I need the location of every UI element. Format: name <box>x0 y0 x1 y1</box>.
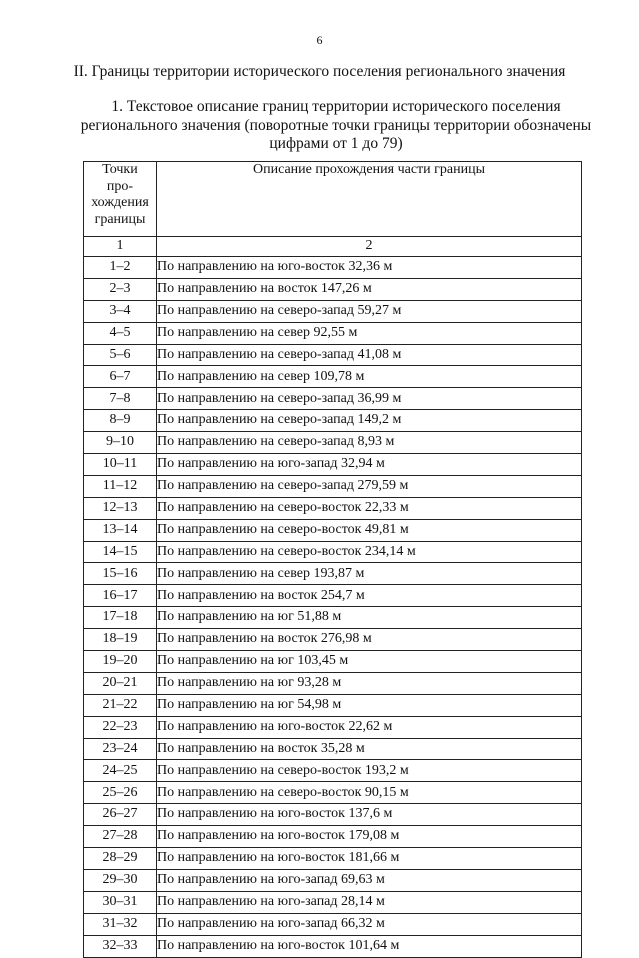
boundary-description-cell: По направлению на север 193,87 м <box>157 563 582 585</box>
boundary-description-cell: По направлению на юго-восток 101,64 м <box>157 935 582 957</box>
column-number-row <box>84 237 582 257</box>
table-row <box>84 410 582 432</box>
boundary-description-cell: По направлению на юго-восток 179,08 м <box>157 826 582 848</box>
boundary-description-cell: По направлению на юг 93,28 м <box>157 672 582 694</box>
boundary-description-cell: По направлению на северо-восток 90,15 м <box>157 782 582 804</box>
boundary-description-cell: По направлению на север 92,55 м <box>157 322 582 344</box>
boundary-points-cell: 5–6 <box>84 344 157 366</box>
boundary-points-cell: 26–27 <box>84 804 157 826</box>
boundary-points-cell: 8–9 <box>84 410 157 432</box>
boundary-points-cell: 18–19 <box>84 629 157 651</box>
table-header-row <box>84 162 582 237</box>
boundary-description-cell: По направлению на северо-восток 234,14 м <box>157 541 582 563</box>
boundary-description-cell: По направлению на юго-запад 32,94 м <box>157 454 582 476</box>
boundary-points-cell: 4–5 <box>84 322 157 344</box>
subtitle-line: 1. Текстовое описание границ территории исторического поселения <box>111 98 561 115</box>
boundary-description-cell: По направлению на северо-запад 149,2 м <box>157 410 582 432</box>
boundary-description-cell: По направлению на юго-запад 69,63 м <box>157 869 582 891</box>
table-row <box>84 278 582 300</box>
table-row <box>84 672 582 694</box>
boundary-description-cell: По направлению на юг 51,88 м <box>157 607 582 629</box>
boundary-description-cell: По направлению на север 109,78 м <box>157 366 582 388</box>
boundary-description-cell: По направлению на северо-запад 41,08 м <box>157 344 582 366</box>
page-number: 6 <box>316 33 323 47</box>
boundary-points-cell: 24–25 <box>84 760 157 782</box>
boundary-points-cell: 32–33 <box>84 935 157 957</box>
table-row <box>84 563 582 585</box>
boundary-points-cell: 19–20 <box>84 651 157 673</box>
boundary-points-cell: 7–8 <box>84 388 157 410</box>
boundary-description-cell: По направлению на северо-запад 279,59 м <box>157 475 582 497</box>
boundary-description-cell: По направлению на восток 254,7 м <box>157 585 582 607</box>
boundary-points-cell: 27–28 <box>84 826 157 848</box>
boundary-description-cell: По направлению на юго-восток 32,36 м <box>157 257 582 279</box>
boundary-points-cell: 3–4 <box>84 300 157 322</box>
boundary-points-cell: 1–2 <box>84 257 157 279</box>
table-row <box>84 804 582 826</box>
boundary-points-cell: 12–13 <box>84 497 157 519</box>
table-row <box>84 935 582 957</box>
boundary-points-cell: 29–30 <box>84 869 157 891</box>
column-number-2: 2 <box>157 237 582 257</box>
table-row <box>84 826 582 848</box>
boundary-description-cell: По направлению на юго-восток 22,62 м <box>157 716 582 738</box>
table-row <box>84 344 582 366</box>
table-row <box>84 738 582 760</box>
table-row <box>84 322 582 344</box>
table-row <box>84 519 582 541</box>
boundary-points-cell: 21–22 <box>84 694 157 716</box>
boundary-points-cell: 16–17 <box>84 585 157 607</box>
boundary-points-cell: 9–10 <box>84 432 157 454</box>
boundary-points-cell: 23–24 <box>84 738 157 760</box>
header-points-line: Точки <box>102 162 138 177</box>
table-row <box>84 913 582 935</box>
table-row <box>84 782 582 804</box>
subtitle <box>70 98 602 154</box>
boundary-points-cell: 20–21 <box>84 672 157 694</box>
table-row <box>84 432 582 454</box>
table-row <box>84 388 582 410</box>
table-row <box>84 891 582 913</box>
header-points <box>84 162 157 237</box>
boundary-points-cell: 6–7 <box>84 366 157 388</box>
boundary-description-cell: По направлению на северо-восток 49,81 м <box>157 519 582 541</box>
table-row <box>84 869 582 891</box>
boundary-description-cell: По направлению на юго-восток 137,6 м <box>157 804 582 826</box>
boundary-description-cell: По направлению на северо-восток 193,2 м <box>157 760 582 782</box>
boundary-description-cell: По направлению на восток 147,26 м <box>157 278 582 300</box>
boundary-description-cell: По направлению на северо-запад 8,93 м <box>157 432 582 454</box>
boundary-description-cell: По направлению на юго-запад 28,14 м <box>157 891 582 913</box>
table-body <box>84 257 582 958</box>
table-row <box>84 257 582 279</box>
boundary-description-cell: По направлению на восток 276,98 м <box>157 629 582 651</box>
boundary-description-cell: По направлению на юг 54,98 м <box>157 694 582 716</box>
table-row <box>84 300 582 322</box>
table-row <box>84 848 582 870</box>
boundary-points-cell: 17–18 <box>84 607 157 629</box>
boundary-points-cell: 2–3 <box>84 278 157 300</box>
boundary-points-cell: 28–29 <box>84 848 157 870</box>
boundary-points-cell: 25–26 <box>84 782 157 804</box>
section-title: II. Границы территории исторического поселения регионального значения <box>73 63 566 80</box>
boundary-points-cell: 14–15 <box>84 541 157 563</box>
boundary-points-cell: 30–31 <box>84 891 157 913</box>
boundary-description-cell: По направлению на юго-запад 66,32 м <box>157 913 582 935</box>
boundary-table <box>83 161 582 958</box>
table-row <box>84 585 582 607</box>
boundary-points-cell: 11–12 <box>84 475 157 497</box>
table-row <box>84 497 582 519</box>
boundary-description-cell: По направлению на юго-восток 181,66 м <box>157 848 582 870</box>
table-row <box>84 651 582 673</box>
boundary-points-cell: 15–16 <box>84 563 157 585</box>
table-row <box>84 541 582 563</box>
subtitle-line: цифрами от 1 до 79) <box>269 135 403 152</box>
header-points-line: границы <box>94 211 146 227</box>
boundary-description-cell: По направлению на юг 103,45 м <box>157 651 582 673</box>
table-row <box>84 366 582 388</box>
table-row <box>84 694 582 716</box>
boundary-description-cell: По направлению на северо-восток 22,33 м <box>157 497 582 519</box>
table-row <box>84 760 582 782</box>
table-row <box>84 607 582 629</box>
table-row <box>84 475 582 497</box>
boundary-points-cell: 22–23 <box>84 716 157 738</box>
table-row <box>84 716 582 738</box>
boundary-description-cell: По направлению на северо-запад 36,99 м <box>157 388 582 410</box>
header-points-line: хождения <box>91 195 149 210</box>
table-row <box>84 629 582 651</box>
header-description: Описание прохождения части границы <box>157 162 582 237</box>
column-number-1: 1 <box>84 237 157 257</box>
boundary-points-cell: 10–11 <box>84 454 157 476</box>
subtitle-line: регионального значения (поворотные точки границы территории обозначены <box>80 116 592 134</box>
table-row <box>84 454 582 476</box>
boundary-description-cell: По направлению на северо-запад 59,27 м <box>157 300 582 322</box>
boundary-points-cell: 31–32 <box>84 913 157 935</box>
boundary-points-cell: 13–14 <box>84 519 157 541</box>
boundary-description-cell: По направлению на восток 35,28 м <box>157 738 582 760</box>
header-points-line: про- <box>106 178 134 194</box>
